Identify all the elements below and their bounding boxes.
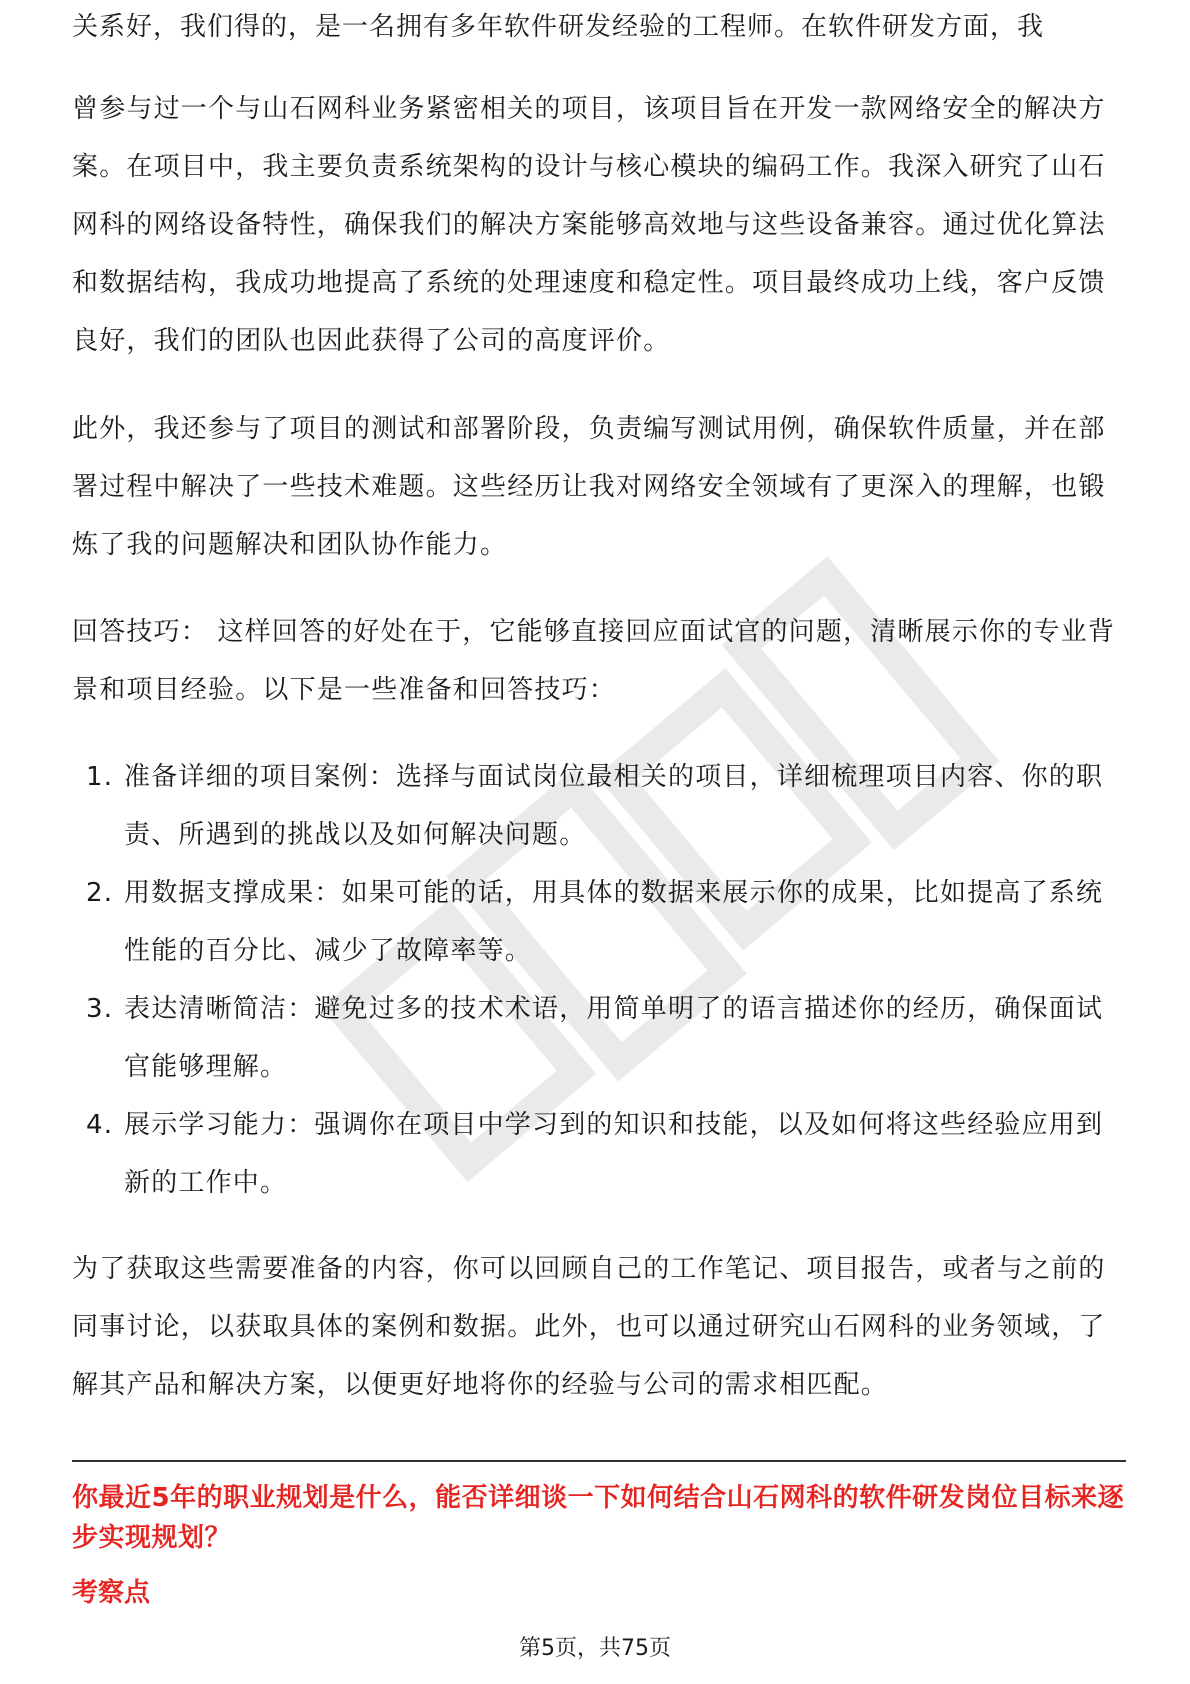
subheading-assessment-points: 考察点 xyxy=(72,1578,151,1608)
paragraph-testing-deployment: 此外，我还参与了项目的测试和部署阶段，负责编写测试用例，确保软件质量，并在部署过程中解决了一些技术难题。这些经历让我对网络安全领域有了更深入的理解，也锻炼了我的问题解决和团队协作能力。 xyxy=(72,414,1106,560)
paragraph-preparation: 为了获取这些需要准备的内容，你可以回顾自己的工作笔记、项目报告，或者与之前的同事讨论，以获取具体的案例和数据。此外，也可以通过研究山石网科的业务领域，了解其产品和解决方案，以便更好地将你的经验与公司的需求相匹配。 xyxy=(72,1254,1106,1400)
list-item-number: 2. xyxy=(86,878,114,908)
cut-off-top-text: 关系好，我们得的，是一名拥有多年软件研发经验的工程师。在软件研发方面，我 xyxy=(72,12,1045,42)
list-item-text: 展示学习能力：强调你在项目中学习到的知识和技能，以及如何将这些经验应用到新的工作中。 xyxy=(124,1110,1104,1198)
cut-off-top-line xyxy=(72,12,1126,68)
tips-list xyxy=(72,748,1126,1212)
list-item-number: 3. xyxy=(86,994,114,1024)
list-item-text: 表达清晰简洁：避免过多的技术术语，用简单明了的语言描述你的经历，确保面试官能够理解。 xyxy=(124,994,1104,1082)
page-number-footer: 第5页，共75页 xyxy=(519,1636,671,1661)
list-item xyxy=(72,980,1126,1096)
paragraph-answer-tips: 回答技巧： 这样回答的好处在于，它能够直接回应面试官的问题，清晰展示你的专业背景和项目经验。以下是一些准备和回答技巧： xyxy=(72,617,1116,705)
list-item-text: 准备详细的项目案例：选择与面试岗位最相关的项目，详细梳理项目内容、你的职责、所遇到的挑战以及如何解决问题。 xyxy=(124,762,1104,850)
question-heading: 你最近5年的职业规划是什么，能否详细谈一下如何结合山石网科的软件研发岗位目标来逐步实现规划？ xyxy=(72,1483,1125,1553)
list-item-number: 4. xyxy=(86,1110,114,1140)
section-divider xyxy=(72,1460,1126,1462)
list-item-number: 1. xyxy=(86,762,114,792)
list-item xyxy=(72,1096,1126,1212)
list-item-text: 用数据支撑成果：如果可能的话，用具体的数据来展示你的成果，比如提高了系统性能的百分比、减少了故障率等。 xyxy=(124,878,1104,966)
list-item xyxy=(72,864,1126,980)
list-item xyxy=(72,748,1126,864)
paragraph-project-experience: 曾参与过一个与山石网科业务紧密相关的项目，该项目旨在开发一款网络安全的解决方案。在项目中，我主要负责系统架构的设计与核心模块的编码工作。我深入研究了山石网科的网络设备特性，确保我们的解决方案能够高效地与这些设备兼容。通过优化算法和数据结构，我成功地提高了系统的处理速度和稳定性。项目最终成功上线，客户反馈良好，我们的团队也因此获得了公司的高度评价。 xyxy=(72,94,1106,356)
